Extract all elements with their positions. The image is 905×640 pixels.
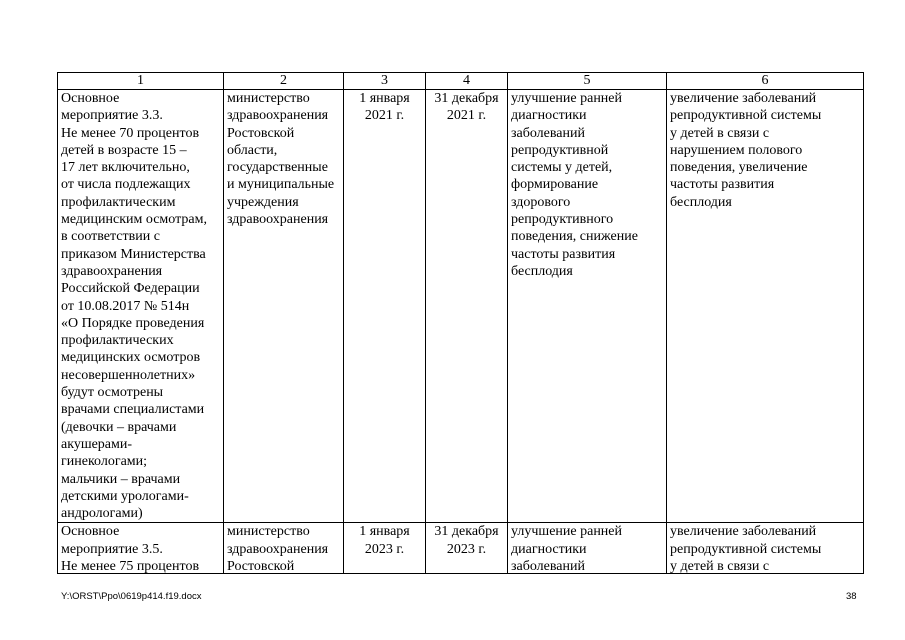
cell-text-line: «О Порядке проведения xyxy=(61,315,205,331)
consequences-cell xyxy=(667,90,864,523)
cell-text-line: здорового xyxy=(511,194,571,210)
cell-text-line: 2021 г. xyxy=(364,108,405,124)
cell-text-line: репродуктивной системы xyxy=(670,108,822,124)
cell-text-line: Не менее 70 процентов xyxy=(61,125,200,141)
cell-text-line: детскими урологами- xyxy=(61,488,189,504)
cell-text-line: министерство xyxy=(227,524,310,540)
expected-result-cell xyxy=(508,523,667,574)
cell-text-line: акушерами- xyxy=(61,436,133,452)
cell-text-line: 31 декабря xyxy=(434,91,499,106)
cell-text-line: у детей в связи с xyxy=(670,125,770,141)
cell-text-line: детей в возрасте 15 – xyxy=(61,142,187,158)
responsible-executor-cell xyxy=(224,523,344,574)
cell-text-line: здравоохранения xyxy=(227,541,329,557)
cell-text-line: государственные xyxy=(227,160,328,176)
cell-text-line: 1 января xyxy=(359,524,410,540)
cell-text-line: мальчики – врачами xyxy=(61,471,181,487)
cell-text-line: Основное xyxy=(61,91,120,106)
cell-text-line: бесплодия xyxy=(670,194,732,210)
cell-text-line: несовершеннолетних» xyxy=(61,367,196,383)
cell-text-line: увеличение заболеваний xyxy=(670,91,817,106)
cell-text-line: здравоохранения xyxy=(227,212,329,228)
cell-text-line: мероприятие 3.5. xyxy=(61,541,163,557)
cell-text-line: репродуктивной системы xyxy=(670,541,822,557)
cell-text-line: учреждения xyxy=(227,194,299,210)
start-date-cell xyxy=(344,90,426,523)
cell-text-line: министерство xyxy=(227,91,310,106)
column-number-header: 1 xyxy=(58,73,224,90)
cell-text-line: улучшение ранней xyxy=(511,91,623,106)
cell-text-line: медицинским осмотрам, xyxy=(61,212,207,228)
column-number-header: 2 xyxy=(224,73,344,90)
cell-text-line: нарушением полового xyxy=(670,142,803,158)
column-number-header: 3 xyxy=(344,73,426,90)
end-date-cell xyxy=(426,523,508,574)
end-date-cell xyxy=(426,90,508,523)
cell-text-line: заболеваний xyxy=(511,559,585,574)
responsible-executor-cell xyxy=(224,90,344,523)
cell-text-line: от числа подлежащих xyxy=(61,177,191,193)
cell-text-line: Основное xyxy=(61,524,120,540)
cell-text-line: Не менее 75 процентов xyxy=(61,559,200,574)
cell-text-line: 2021 г. xyxy=(446,108,487,124)
start-date-cell xyxy=(344,523,426,574)
cell-text-line: Ростовской xyxy=(227,559,295,574)
cell-text-line: Российской Федерации xyxy=(61,281,200,297)
table-row xyxy=(58,90,864,523)
cell-text-line: репродуктивного xyxy=(511,212,614,228)
cell-text-line: формирование xyxy=(511,177,599,193)
table-row xyxy=(58,523,864,574)
cell-text-line: андрологами) xyxy=(61,506,143,522)
cell-text-line: области, xyxy=(227,142,278,158)
cell-text-line: профилактическим xyxy=(61,194,176,210)
cell-text-line: поведения, увеличение xyxy=(670,160,808,176)
column-number-header: 6 xyxy=(667,73,864,90)
cell-text-line: гинекологами; xyxy=(61,454,148,470)
cell-text-line: 2023 г. xyxy=(364,541,405,557)
cell-text-line: 17 лет включительно, xyxy=(61,160,190,176)
expected-result-cell xyxy=(508,90,667,523)
cell-text-line: здравоохранения xyxy=(227,108,329,124)
cell-text-line: медицинских осмотров xyxy=(61,350,201,366)
cell-text-line: 1 января xyxy=(359,91,410,106)
cell-text-line: заболеваний xyxy=(511,125,585,141)
cell-text-line: у детей в связи с xyxy=(670,559,770,574)
cell-text-line: здравоохранения xyxy=(61,263,163,279)
cell-text-line: поведения, снижение xyxy=(511,229,638,245)
cell-text-line: приказом Министерства xyxy=(61,246,206,262)
consequences-cell xyxy=(667,523,864,574)
cell-text-line: в соответствии с xyxy=(61,229,160,245)
page-number: 38 xyxy=(846,591,857,602)
cell-text-line: репродуктивной xyxy=(511,142,609,158)
measures-table xyxy=(57,72,864,574)
cell-text-line: улучшение ранней xyxy=(511,524,623,540)
table-header-row xyxy=(58,73,864,90)
cell-text-line: будут осмотрены xyxy=(61,385,164,401)
cell-text-line: диагностики xyxy=(511,541,587,557)
column-number-header: 5 xyxy=(508,73,667,90)
cell-text-line: бесплодия xyxy=(511,263,573,279)
measure-description-cell xyxy=(58,90,224,523)
cell-text-line: (девочки – врачами xyxy=(61,419,177,435)
measure-description-cell xyxy=(58,523,224,574)
cell-text-line: от 10.08.2017 № 514н xyxy=(61,298,190,314)
cell-text-line: мероприятие 3.3. xyxy=(61,108,163,124)
cell-text-line: частоты развития xyxy=(670,177,775,193)
cell-text-line: увеличение заболеваний xyxy=(670,524,817,540)
cell-text-line: 31 декабря xyxy=(434,524,499,540)
cell-text-line: системы у детей, xyxy=(511,160,613,176)
cell-text-line: частоты развития xyxy=(511,246,616,262)
cell-text-line: диагностики xyxy=(511,108,587,124)
cell-text-line: Ростовской xyxy=(227,125,295,141)
cell-text-line: и муниципальные xyxy=(227,177,335,193)
column-number-header: 4 xyxy=(426,73,508,90)
file-path-footer: Y:\ORST\Ppo\0619p414.f19.docx xyxy=(61,591,202,602)
cell-text-line: профилактических xyxy=(61,333,174,349)
cell-text-line: 2023 г. xyxy=(446,541,487,557)
cell-text-line: врачами специалистами xyxy=(61,402,205,418)
